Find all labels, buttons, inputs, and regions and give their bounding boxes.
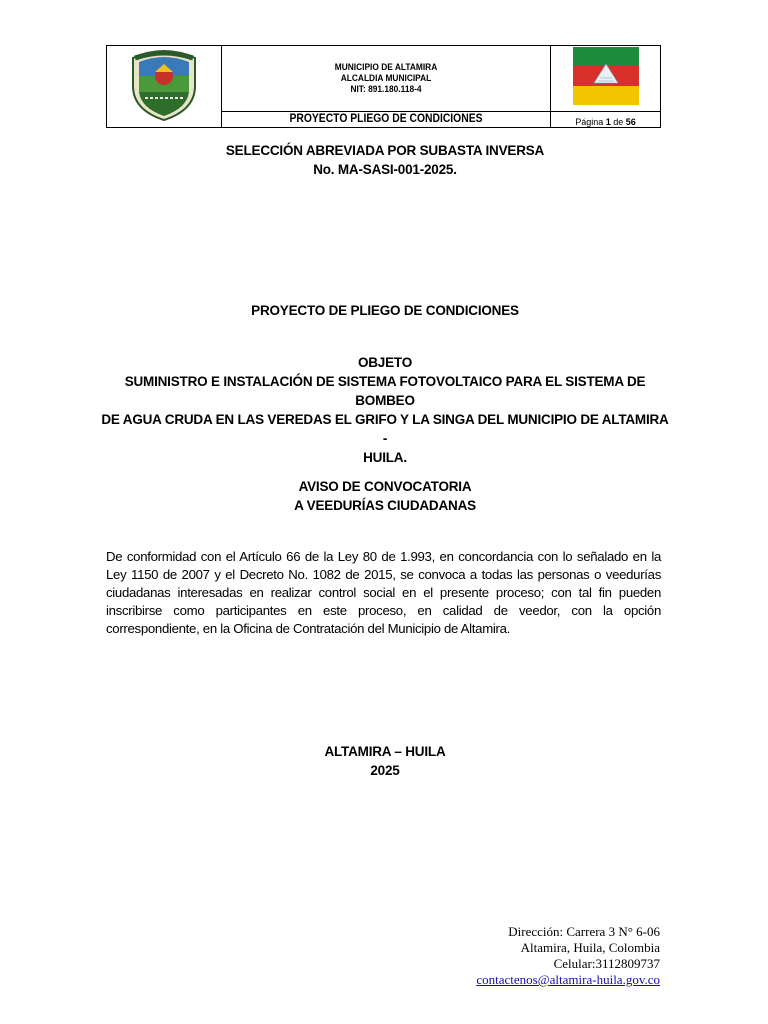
logo-cell [107, 46, 222, 128]
footer-address: Dirección: Carrera 3 N° 6-06 [508, 924, 660, 939]
header-alcaldia: ALCALDIA MUNICIPAL [340, 72, 432, 84]
page-label: Página [575, 117, 604, 127]
altamira-flag-icon [573, 47, 639, 105]
place-city: ALTAMIRA – HUILA [324, 744, 446, 759]
selection-number: No. MA-SASI-001-2025. [313, 162, 457, 177]
header-doc-title: PROYECTO PLIEGO DE CONDICIONES [289, 113, 483, 126]
objeto-line-1: SUMINISTRO E INSTALACIÓN DE SISTEMA FOTOVOLTAICO PARA EL SISTEMA DE BOMBEO [124, 374, 646, 408]
objeto-section [100, 353, 670, 467]
objeto-label: OBJETO [357, 355, 413, 370]
project-title: PROYECTO DE PLIEGO DE CONDICIONES [251, 303, 519, 318]
aviso-line-1: AVISO DE CONVOCATORIA [298, 479, 472, 494]
footer-email-link[interactable]: contactenos@altamira-huila.gov.co [476, 972, 660, 987]
page-number-cell [551, 111, 661, 127]
footer-contact [476, 924, 660, 988]
header-nit: NIT: 891.180.118-4 [350, 83, 422, 95]
header-title-cell [222, 111, 551, 127]
header-org-cell [222, 46, 551, 112]
page-of: de [613, 117, 624, 127]
header-municipality: MUNICIPIO DE ALTAMIRA [334, 61, 438, 73]
convocatoria-paragraph: De conformidad con el Artículo 66 de la Ley 80 de 1.993, en concordancia con lo señalado en la Ley 1150 de 2007 y el Decreto No. 1082 de 2015, se convoca a todas las personas o veedurías ciudadanas interesadas en realizar control social en el presente proceso; con tal fin pueden inscribirse como participantes en este proceso, en calidad de veedor, con la opción correspondiente, en la Oficina de Contratación del Municipio de Altamira. [106, 549, 661, 636]
objeto-line-3: HUILA. [363, 450, 407, 465]
aviso-heading [100, 477, 670, 515]
aviso-line-2: A VEEDURÍAS CIUDADANAS [294, 498, 476, 513]
logo-text [203, 46, 204, 47]
page-total: 56 [625, 117, 636, 127]
footer-phone: Celular:3112809737 [553, 956, 660, 971]
objeto-line-2: DE AGUA CRUDA EN LAS VEREDAS EL GRIFO Y LA SINGA DEL MUNICIPIO DE ALTAMIRA - [101, 412, 669, 446]
selection-type: SELECCIÓN ABREVIADA POR SUBASTA INVERSA [225, 143, 545, 158]
document-header [106, 45, 661, 128]
footer-city: Altamira, Huila, Colombia [520, 940, 660, 955]
place-year: 2025 [370, 763, 400, 778]
selection-heading [100, 141, 670, 179]
municipal-shield-logo [125, 46, 203, 122]
page-number: 1 [605, 117, 611, 127]
flag-cell [551, 46, 661, 112]
place-date [100, 742, 670, 780]
